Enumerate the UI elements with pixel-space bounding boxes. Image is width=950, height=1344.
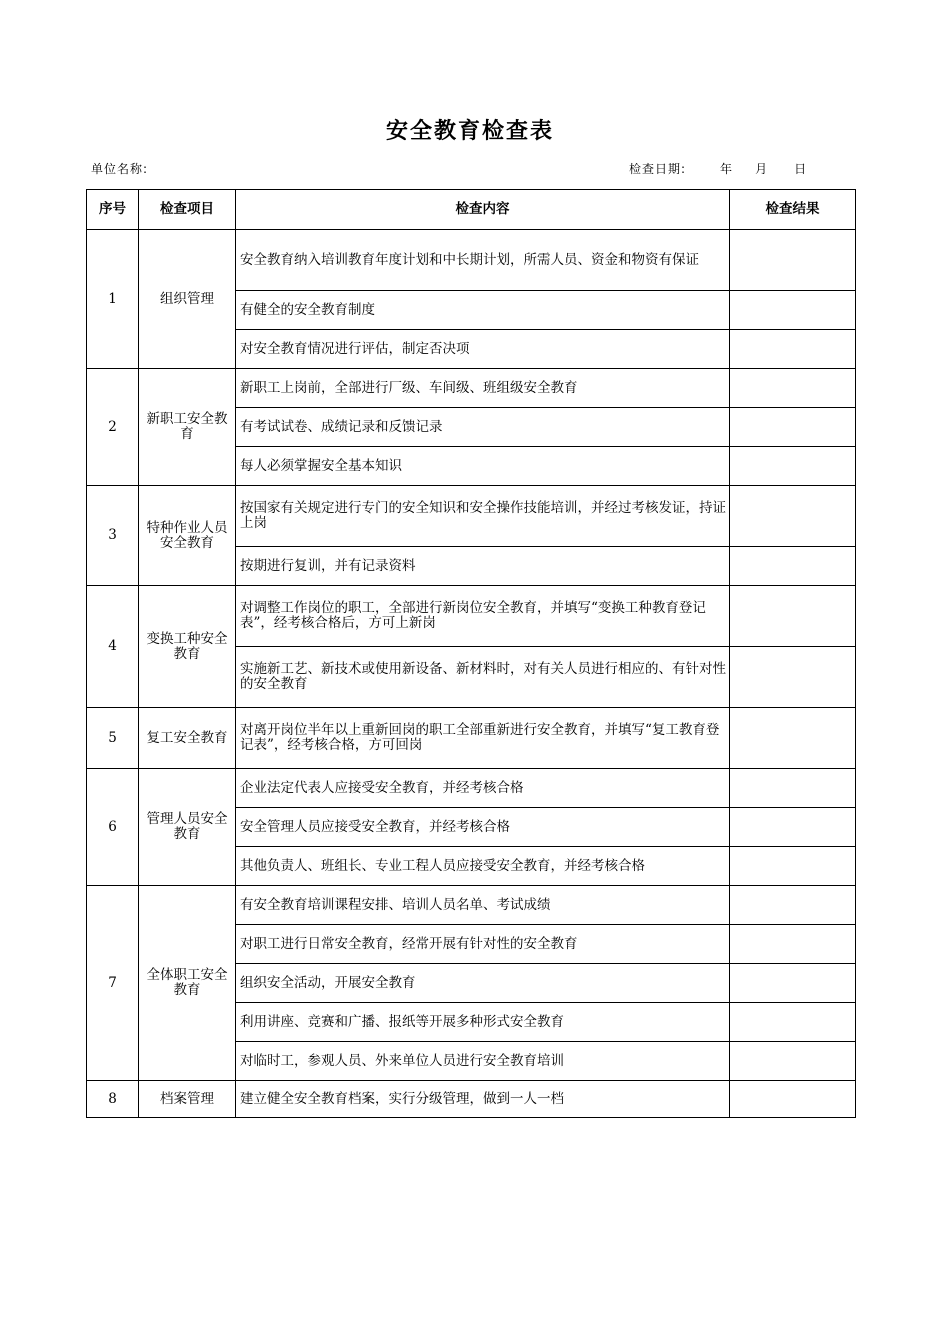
row-check-result[interactable] <box>730 769 856 808</box>
row-check-result[interactable] <box>730 886 856 925</box>
row-check-result[interactable] <box>730 291 856 330</box>
row-check-content: 有安全教育培训课程安排、培训人员名单、考试成绩 <box>236 886 730 925</box>
inspection-table <box>86 189 856 1118</box>
table-header-row <box>87 190 856 230</box>
row-check-result[interactable] <box>730 708 856 769</box>
row-seq: 1 <box>87 230 139 369</box>
table-row <box>87 230 856 291</box>
row-check-result[interactable] <box>730 486 856 547</box>
row-check-result[interactable] <box>730 330 856 369</box>
row-check-content: 新职工上岗前，全部进行厂级、车间级、班组级安全教育 <box>236 369 730 408</box>
table-body <box>87 230 856 1118</box>
row-check-result[interactable] <box>730 1042 856 1081</box>
row-check-result[interactable] <box>730 1003 856 1042</box>
table-row <box>87 586 856 647</box>
row-check-content: 利用讲座、竞赛和广播、报纸等开展多种形式安全教育 <box>236 1003 730 1042</box>
row-check-item: 管理人员安全教育 <box>139 769 236 886</box>
row-seq: 6 <box>87 769 139 886</box>
row-check-content: 对离开岗位半年以上重新回岗的职工全部重新进行安全教育，并填写“复工教育登记表”，经考核合格，方可回岗 <box>236 708 730 769</box>
unit-name-label: 单位名称: <box>91 162 149 176</box>
row-check-content: 安全教育纳入培训教育年度计划和中长期计划，所需人员、资金和物资有保证 <box>236 230 730 291</box>
check-date-label: 检查日期: <box>629 162 687 176</box>
row-check-content: 企业法定代表人应接受安全教育，并经考核合格 <box>236 769 730 808</box>
row-check-item: 全体职工安全教育 <box>139 886 236 1081</box>
row-check-result[interactable] <box>730 547 856 586</box>
row-check-content: 组织安全活动，开展安全教育 <box>236 964 730 1003</box>
row-check-result[interactable] <box>730 647 856 708</box>
row-check-result[interactable] <box>730 808 856 847</box>
row-check-result[interactable] <box>730 408 856 447</box>
row-check-content: 对调整工作岗位的职工，全部进行新岗位安全教育，并填写“变换工种教育登记表”，经考核合格后，方可上新岗 <box>236 586 730 647</box>
table-row <box>87 486 856 547</box>
row-check-item: 新职工安全教育 <box>139 369 236 486</box>
date-year: 年 <box>720 162 734 176</box>
check-date <box>629 160 807 177</box>
row-check-content: 安全管理人员应接受安全教育，并经考核合格 <box>236 808 730 847</box>
table-row <box>87 1081 856 1118</box>
row-check-item: 复工安全教育 <box>139 708 236 769</box>
row-seq: 8 <box>87 1081 139 1118</box>
header-seq: 序号 <box>87 190 139 230</box>
row-check-result[interactable] <box>730 369 856 408</box>
date-month: 月 <box>755 162 769 176</box>
header-item: 检查项目 <box>139 190 236 230</box>
row-check-item: 档案管理 <box>139 1081 236 1118</box>
row-check-content: 按国家有关规定进行专门的安全知识和安全操作技能培训，并经过考核发证，持证上岗 <box>236 486 730 547</box>
row-seq: 7 <box>87 886 139 1081</box>
row-seq: 3 <box>87 486 139 586</box>
row-seq: 5 <box>87 708 139 769</box>
table-row <box>87 886 856 925</box>
row-check-content: 其他负责人、班组长、专业工程人员应接受安全教育，并经考核合格 <box>236 847 730 886</box>
page-title: 安全教育检查表 <box>385 119 554 144</box>
table-row <box>87 708 856 769</box>
row-check-content: 按期进行复训，并有记录资料 <box>236 547 730 586</box>
row-check-result[interactable] <box>730 847 856 886</box>
row-check-result[interactable] <box>730 586 856 647</box>
row-check-result[interactable] <box>730 964 856 1003</box>
date-day: 日 <box>794 162 808 176</box>
row-check-item: 变换工种安全教育 <box>139 586 236 708</box>
row-seq: 2 <box>87 369 139 486</box>
row-check-content: 对临时工，参观人员、外来单位人员进行安全教育培训 <box>236 1042 730 1081</box>
row-seq: 4 <box>87 586 139 708</box>
row-check-content: 对职工进行日常安全教育，经常开展有针对性的安全教育 <box>236 925 730 964</box>
row-check-result[interactable] <box>730 1081 856 1118</box>
row-check-item: 组织管理 <box>139 230 236 369</box>
row-check-result[interactable] <box>730 230 856 291</box>
header-content: 检查内容 <box>236 190 730 230</box>
table-row <box>87 369 856 408</box>
row-check-content: 有健全的安全教育制度 <box>236 291 730 330</box>
row-check-content: 每人必须掌握安全基本知识 <box>236 447 730 486</box>
row-check-content: 有考试试卷、成绩记录和反馈记录 <box>236 408 730 447</box>
row-check-result[interactable] <box>730 447 856 486</box>
row-check-content: 对安全教育情况进行评估，制定否决项 <box>236 330 730 369</box>
row-check-content: 建立健全安全教育档案，实行分级管理，做到一人一档 <box>236 1081 730 1118</box>
row-check-result[interactable] <box>730 925 856 964</box>
row-check-content: 实施新工艺、新技术或使用新设备、新材料时，对有关人员进行相应的、有针对性的安全教育 <box>236 647 730 708</box>
table-row <box>87 769 856 808</box>
header-result: 检查结果 <box>730 190 856 230</box>
row-check-item: 特种作业人员安全教育 <box>139 486 236 586</box>
